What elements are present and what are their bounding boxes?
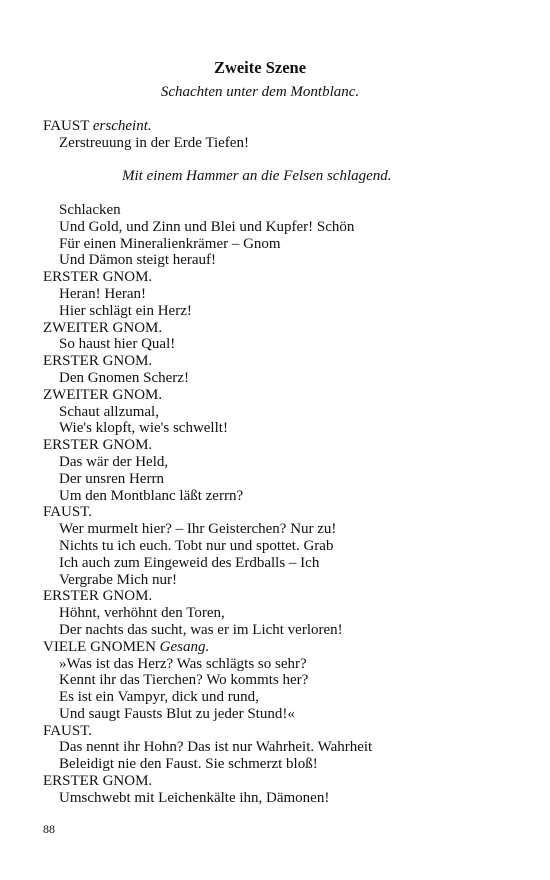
speaker-direction: erscheint. xyxy=(92,118,152,134)
verse-line: Das wär der Held, xyxy=(59,453,169,470)
verse-line: Hier schlägt ein Herz! xyxy=(59,302,192,319)
verse-line: Kennt ihr das Tierchen? Wo kommts her? xyxy=(59,672,309,689)
verse-line: Und Dämon steigt herauf! xyxy=(59,252,217,269)
speaker-direction: Gesang. xyxy=(159,638,210,655)
speaker-line xyxy=(43,269,513,286)
line-gap xyxy=(43,185,513,202)
speaker-line xyxy=(43,773,513,790)
verse-line: Beleidigt nie den Faust. Sie schmerzt bloß! xyxy=(59,756,318,773)
speaker-name: VIELE GNOMEN xyxy=(43,638,156,655)
verse-line: Und saugt Fausts Blut zu jeder Stund!« xyxy=(59,705,295,722)
verse-line: Vergrabe Mich nur! xyxy=(59,571,178,588)
scene-title: Zweite Szene xyxy=(213,58,307,77)
verse-line: Der unsren Herrn xyxy=(59,470,164,487)
scene-setting: Schachten unter dem Montblanc. xyxy=(160,84,360,100)
speaker-name: ERSTER GNOM. xyxy=(43,353,153,370)
verse-line: Das nennt ihr Hohn? Das ist nur Wahrheit. Wahrheit xyxy=(59,739,373,756)
verse-line: Es ist ein Vampyr, dick und rund, xyxy=(59,689,259,706)
speaker-line xyxy=(43,118,513,135)
verse-line: Und Gold, und Zinn und Blei und Kupfer! Schön xyxy=(59,218,355,235)
speaker-line xyxy=(43,387,513,404)
speaker-line xyxy=(43,639,513,656)
speaker-line xyxy=(43,588,513,605)
verse-line: Zerstreuung in der Erde Tiefen! xyxy=(59,134,249,151)
speaker-name: ZWEITER GNOM. xyxy=(43,319,163,336)
dialogue-text xyxy=(43,118,513,807)
speaker-name: FAUST xyxy=(43,118,90,134)
speaker-name: ZWEITER GNOM. xyxy=(43,386,163,403)
speaker-name: FAUST. xyxy=(43,504,93,521)
verse-line: Wie's klopft, wie's schwellt! xyxy=(59,420,228,437)
verse-line: So haust hier Qual! xyxy=(59,336,176,353)
verse-line: Ich auch zum Eingeweid des Erdballs – Ich xyxy=(59,554,320,571)
speaker-name: ERSTER GNOM. xyxy=(43,773,153,790)
speaker-line xyxy=(43,723,513,740)
stage-direction: Mit einem Hammer an die Felsen schlagend. xyxy=(122,168,392,185)
speaker-line xyxy=(43,320,513,337)
verse-line: Den Gnomen Scherz! xyxy=(59,369,189,386)
speaker-line xyxy=(43,437,513,454)
verse-line: Umschwebt mit Leichenkälte ihn, Dämonen! xyxy=(59,789,330,806)
verse-line: Höhnt, verhöhnt den Toren, xyxy=(59,605,225,622)
verse-line: Um den Montblanc läßt zerrn? xyxy=(59,487,244,504)
verse-line: Für einen Mineralienkrämer – Gnom xyxy=(59,235,281,252)
verse-line: Schlacken xyxy=(59,201,121,218)
verse-line: Wer murmelt hier? – Ihr Geisterchen? Nur zu! xyxy=(59,521,337,538)
speaker-name: ERSTER GNOM. xyxy=(43,269,153,286)
speaker-line xyxy=(43,504,513,521)
speaker-line xyxy=(43,353,513,370)
speaker-name: ERSTER GNOM. xyxy=(43,588,153,605)
verse-line: Heran! Heran! xyxy=(59,285,147,302)
speaker-name: FAUST. xyxy=(43,722,93,739)
verse-line: Schaut allzumal, xyxy=(59,403,159,420)
page-number: 88 xyxy=(43,822,55,836)
verse-line: Nichts tu ich euch. Tobt nur und spottet. Grab xyxy=(59,537,334,554)
line-gap xyxy=(43,152,513,169)
verse-line: Der nachts das sucht, was er im Licht verloren! xyxy=(59,621,343,638)
speaker-name: ERSTER GNOM. xyxy=(43,437,153,454)
verse-line: »Was ist das Herz? Was schlägts so sehr? xyxy=(59,655,307,672)
